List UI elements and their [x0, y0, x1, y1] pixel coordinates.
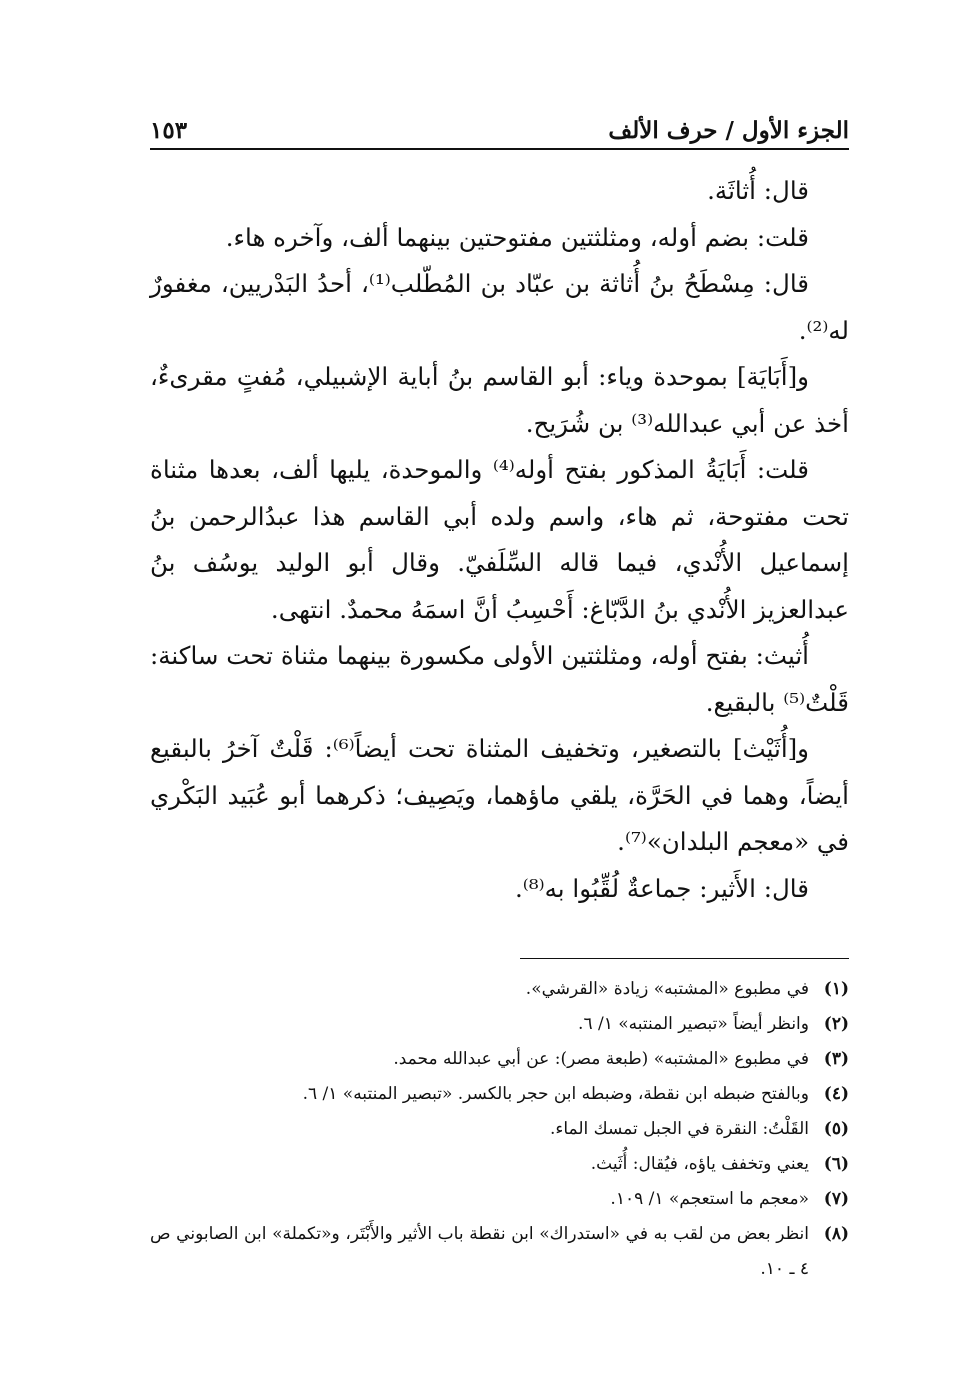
footnote-number: (٦): [823, 1154, 849, 1174]
header-rule: [150, 148, 849, 150]
footnote-rule: [520, 958, 849, 959]
paragraph: قال: مِسْطَحُ بنُ أُثاثة بن عبّاد بن المُطّلب⁽¹⁾، أحدُ البَدْريين، مغفورٌ له⁽²⁾.: [150, 269, 849, 345]
footnote: [150, 1217, 849, 1287]
footnote-text: القَلْتُ: النقرة في الجبل تمسك الماء.: [549, 1119, 809, 1139]
footnote-number: (٢): [823, 1014, 849, 1034]
footnote-text: في مطبوع «المشتبه» زيادة «القرشي».: [525, 979, 809, 999]
page-number: ١٥٣: [150, 117, 188, 144]
footnote-text: انظر بعض من لقب به في «استدراك» ابن نقطة باب الأثير والأَبْتَر، و«تكملة» ابن الصابوني ص ٤ ـ ١٠.: [150, 1224, 809, 1279]
running-head-title: الجزء الأول / حرف الألف: [608, 117, 849, 144]
paragraph: و[أَبَايَة] بموحدة وياء: أبو القاسم بنُ أباية الإشبيلي، مُفتٍ مقرىءٌ، أخذ عن أبي عبدالله⁽³⁾ بن شُرَيح.: [150, 362, 849, 438]
footnotes: [150, 972, 849, 1287]
paragraph: أُثيث: بفتح أوله، ومثلثتين الأولى مكسورة بينهما مثناة تحت ساكنة: قَلْتٌ⁽⁵⁾ بالبقيع.: [150, 641, 849, 717]
footnote-number: (٨): [823, 1224, 849, 1244]
footnote-text: «معجم ما استعجم» ١/ ١٠٩.: [610, 1189, 809, 1209]
paragraph: قال: أُثاثَة.: [707, 176, 809, 205]
footnote-text: وبالفتح ضبطه ابن نقطة، وضبطه ابن حجر بالكسر. «تبصير المنتبه» ١/ ٦.: [302, 1084, 809, 1104]
footnote-text: وانظر أيضاً «تبصير المنتبه» ١/ ٦.: [578, 1014, 809, 1034]
footnote-number: (١): [823, 979, 849, 999]
footnote: [150, 972, 849, 1007]
footnote-text: في مطبوع «المشتبه» (طبعة مصر): عن أبي عبدالله محمد.: [393, 1049, 809, 1069]
footnote: [150, 1007, 849, 1042]
paragraph: و[أُثَيْث] بالتصغير، وتخفيف المثناة تحت أيضاً⁽⁶⁾: قَلْتٌ آخرُ بالبقيع أيضاً، وهما في الحَرَّة، يلقي ماؤهما، ويَصِيف؛ ذكرهما أبو عُبَيد البَكْري في «معجم البلدان»⁽⁷⁾.: [150, 734, 849, 856]
footnote: [150, 1147, 849, 1182]
footnote: [150, 1077, 849, 1112]
footnote-number: (٥): [823, 1119, 849, 1139]
footnote: [150, 1182, 849, 1217]
paragraph: قلت: أَبَايَةُ المذكور بفتح أوله⁽⁴⁾ والموحدة، يليها ألف، بعدها مثناة تحت مفتوحة، ثم هاء، واسم ولده أبي القاسم هذا عبدُالرحمن بنُ إسماعيل الأُنْدي، فيما قاله السِّلَفيّ. وقال أبو الوليد يوسُف بنُ عبدالعزيز الأُنْدي بنُ الدَّبّاغ: أَحْسِبُ أنَّ اسمَهُ محمدٌ. انتهى.: [150, 455, 849, 624]
main-text: [150, 168, 849, 912]
footnote-number: (٤): [823, 1084, 849, 1104]
footnote-text: يعني وتخفف ياؤه، فيُقال: أُثَيث.: [590, 1154, 809, 1174]
footnote-number: (٧): [823, 1189, 849, 1209]
footnote: [150, 1112, 849, 1147]
footnote-number: (٣): [823, 1049, 849, 1069]
paragraph: قال: الأَثير: جماعةٌ لُقِّبُوا به⁽⁸⁾.: [514, 873, 809, 903]
paragraph: قلت: بضم أوله، ومثلثتين مفتوحتين بينهما ألف، وآخره هاء.: [225, 222, 809, 252]
footnote: [150, 1042, 849, 1077]
running-head: [150, 104, 849, 144]
